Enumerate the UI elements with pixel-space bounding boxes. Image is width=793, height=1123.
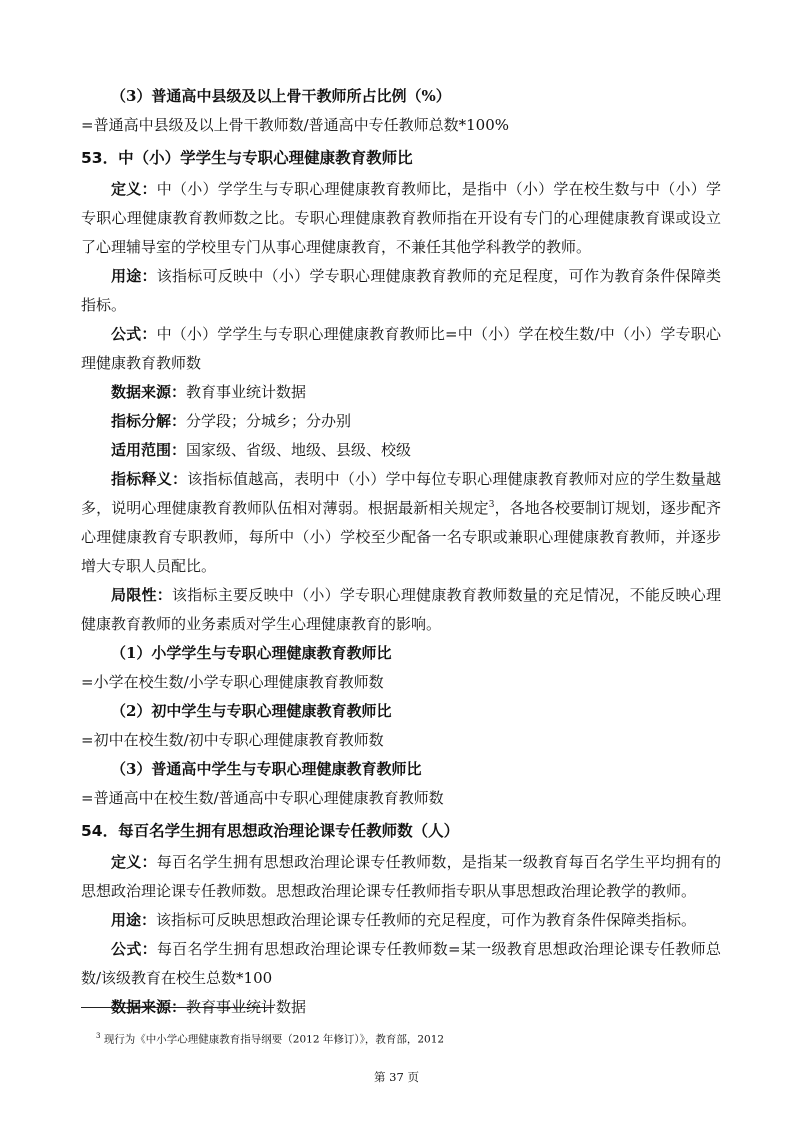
formula-text: 中（小）学学生与专职心理健康教育教师比=中（小）学在校生数/中（小）学专职心理健康教育教师数 <box>81 325 721 372</box>
data-source-label: 数据来源： <box>111 998 187 1016</box>
scope-paragraph <box>81 436 721 465</box>
interpretation-paragraph <box>81 465 721 581</box>
usage-paragraph <box>81 262 721 320</box>
data-source-paragraph <box>81 378 721 407</box>
usage-paragraph <box>81 906 721 935</box>
definition-text: 每百名学生拥有思想政治理论课专任教师数，是指某一级教育每百名学生平均拥有的思想政治理论课专任教师数。思想政治理论课专任教师指专职从事思想政治理论教学的教师。 <box>81 853 721 900</box>
usage-text: 该指标可反映中（小）学专职心理健康教育教师的充足程度，可作为教育条件保障类指标。 <box>81 267 721 314</box>
scope-label: 适用范围： <box>111 441 187 459</box>
subsection-heading: （2）初中学生与专职心理健康教育教师比 <box>111 702 392 720</box>
subsection-heading: （1）小学学生与专职心理健康教育教师比 <box>111 644 392 662</box>
scope-text: 国家级、省级、地级、县级、校级 <box>186 441 412 459</box>
definition-label: 定义： <box>111 180 157 198</box>
formula-line: =初中在校生数/初中专职心理健康教育教师数 <box>81 731 384 749</box>
usage-label: 用途： <box>111 911 157 929</box>
definition-label: 定义： <box>111 853 157 871</box>
footnote-text: 现行为《中小学心理健康教育指导纲要（2012 年修订）》，教育部，2012 <box>103 1033 445 1046</box>
interpretation-text-continued: ，各地各校要制订规划，逐步配齐心理健康教育专职教师，每所中（小）学校至少配备一名专职或兼职心理健康教育教师，并逐步增大专职人员配比。 <box>81 499 721 575</box>
formula-paragraph <box>81 935 721 993</box>
formula-label: 公式： <box>111 940 157 958</box>
limitation-paragraph <box>81 581 721 639</box>
page-number: 第 37 页 <box>374 1070 419 1084</box>
breakdown-paragraph <box>81 407 721 436</box>
formula-text: 每百名学生拥有思想政治理论课专任教师数=某一级教育思想政治理论课专任教师总数/该级教育在校生总数*100 <box>81 940 721 987</box>
footnote <box>96 1029 444 1047</box>
footnote-marker: 3 <box>96 1032 101 1040</box>
data-source-label: 数据来源： <box>111 383 187 401</box>
section-54-title: 54．每百名学生拥有思想政治理论课专任教师数（人） <box>81 822 460 840</box>
subsection-heading: （3）普通高中学生与专职心理健康教育教师比 <box>111 760 422 778</box>
subsection-heading: （3）普通高中县级及以上骨干教师所占比例（%） <box>111 87 451 105</box>
definition-paragraph <box>81 175 721 262</box>
usage-text: 该指标可反映思想政治理论课专任教师的充足程度，可作为教育条件保障类指标。 <box>156 911 697 929</box>
data-source-text: 教育事业统计数据 <box>186 383 307 401</box>
limitation-text: 该指标主要反映中（小）学专职心理健康教育教师数量的充足情况，不能反映心理健康教育教师的业务素质对学生心理健康教育的影响。 <box>81 586 721 633</box>
formula-paragraph <box>81 320 721 378</box>
data-source-text: 教育事业统计数据 <box>186 998 307 1016</box>
breakdown-text: 分学段；分城乡；分办别 <box>186 412 352 430</box>
usage-label: 用途： <box>111 267 157 285</box>
footnote-divider <box>81 1007 274 1008</box>
formula-line: =普通高中县级及以上骨干教师数/普通高中专任教师总数*100% <box>81 116 510 134</box>
formula-label: 公式： <box>111 325 157 343</box>
section-53-title: 53．中（小）学学生与专职心理健康教育教师比 <box>81 149 413 167</box>
formula-line: =普通高中在校生数/普通高中专职心理健康教育教师数 <box>81 789 444 807</box>
breakdown-label: 指标分解： <box>111 412 187 430</box>
footnote-reference: 3 <box>488 500 495 510</box>
page-content <box>81 82 721 1022</box>
definition-text: 中（小）学学生与专职心理健康教育教师比，是指中（小）学在校生数与中（小）学专职心理健康教育教师数之比。专职心理健康教育教师指在开设有专门的心理健康教育课或设立了心理辅导室的学校里专门从事心理健康教育，不兼任其他学科教学的教师。 <box>81 180 721 256</box>
interpretation-text: 该指标值越高，表明中（小）学中每位专职心理健康教育教师对应的学生数量越多，说明心理健康教育教师队伍相对薄弱。根据最新相关规定 <box>81 470 721 517</box>
interpretation-label: 指标释义： <box>111 470 188 488</box>
limitation-label: 局限性： <box>111 586 173 604</box>
definition-paragraph <box>81 848 721 906</box>
formula-line: =小学在校生数/小学专职心理健康教育教师数 <box>81 673 384 691</box>
